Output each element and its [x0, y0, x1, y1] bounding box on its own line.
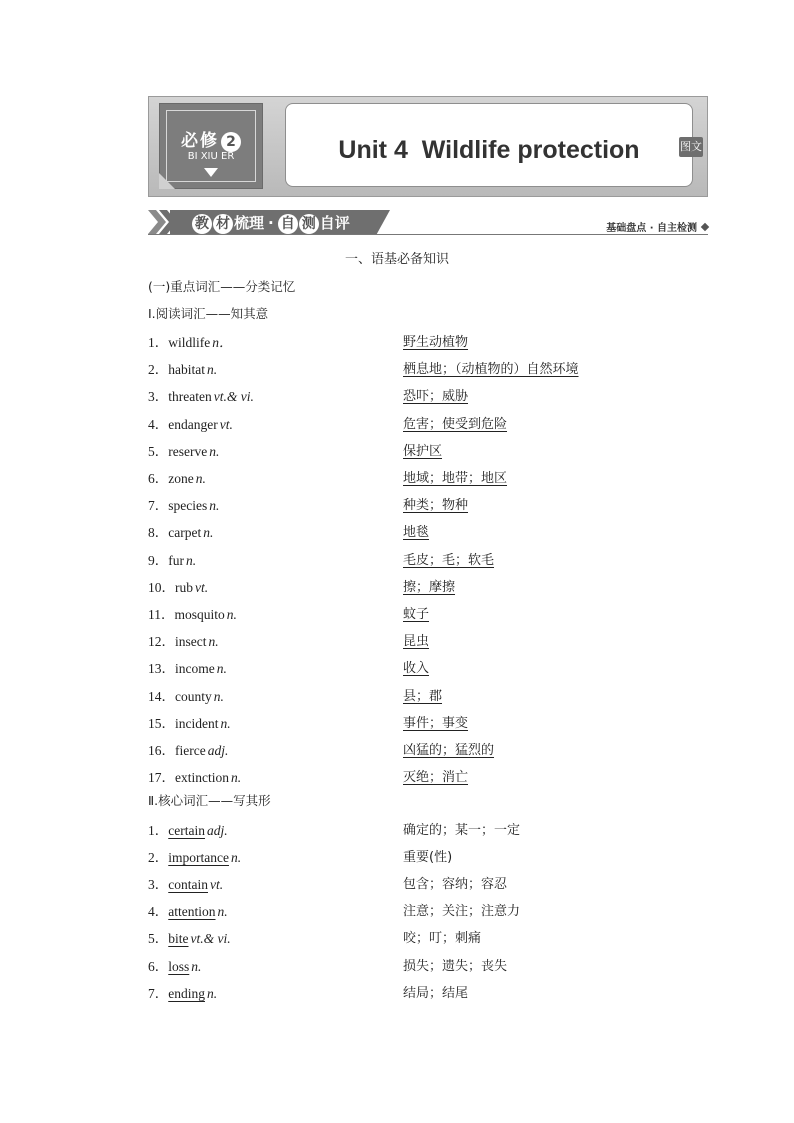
vocab-meaning: 重要(性): [403, 849, 453, 865]
section-bar: [148, 208, 708, 236]
vocab-entry: [148, 873, 223, 893]
unit-title-box: [285, 103, 693, 187]
vocab-word: certain: [168, 822, 205, 838]
vocab-number: 2．: [148, 362, 169, 378]
vocab-meaning: 擦；摩擦: [403, 579, 456, 595]
vocab-pos: vt.& vi.: [213, 389, 254, 405]
vocab-number: 16．: [148, 743, 175, 758]
vocab-number: 8．: [148, 525, 169, 541]
vocab-pos: n.: [226, 607, 237, 622]
vocab-pos: vt.& vi.: [190, 931, 231, 947]
vocab-word: fur: [168, 552, 184, 568]
vocab-word: zone: [168, 471, 194, 486]
vocab-number: 6．: [148, 958, 169, 974]
vocab-entry: [148, 331, 233, 351]
vocab-number: 1．: [148, 822, 169, 838]
vocab-meaning: 栖息地；（动植物的）自然环境: [403, 362, 579, 378]
vocab-entry: [148, 955, 201, 975]
unit-title: Unit 4 Wildlife protection: [338, 136, 640, 164]
vocab-meaning: 咬；叮；刺痛: [403, 931, 482, 947]
badge-title: 必修 2: [160, 126, 262, 152]
vocab-number: 17．: [148, 770, 175, 786]
vocab-number: 7．: [148, 985, 169, 1001]
page-fold-icon: [159, 173, 175, 189]
header-banner: [148, 96, 708, 197]
vocab-word: incident: [175, 715, 219, 731]
vocab-entry: [148, 712, 231, 732]
vocab-meaning: 地域；地带；地区: [403, 471, 508, 486]
vocab-word: threaten: [168, 389, 212, 405]
vocab-entry: [148, 657, 227, 677]
vocab-meaning: 毛皮；毛；软毛: [403, 552, 495, 568]
down-triangle-icon: [204, 168, 218, 177]
vocab-word: carpet: [168, 525, 202, 541]
vocab-meaning: 收入: [403, 661, 430, 677]
vocab-entry: [148, 494, 219, 514]
vocab-entry: [148, 766, 241, 786]
vocab-entry: [148, 358, 217, 378]
vocab-pos: adj.: [207, 743, 229, 758]
vocab-pos: n.: [191, 958, 202, 974]
section-divider: [148, 234, 708, 235]
badge-number: 2: [221, 132, 241, 152]
vocab-pos: n.: [208, 634, 219, 650]
vocab-number: 13．: [148, 661, 175, 677]
vocab-word: species: [168, 498, 208, 514]
vocab-entry: [148, 576, 208, 596]
vocab-pos: n.: [207, 985, 218, 1001]
vocab-meaning: 蚊子: [403, 607, 430, 622]
vocab-meaning: 结局；结尾: [403, 985, 469, 1001]
vocab-word: wildlife: [168, 335, 211, 350]
vocab-word: income: [175, 661, 215, 677]
vocab-entry: [148, 413, 233, 433]
vocab-meaning: 包含；容纳；容忍: [403, 877, 508, 892]
vocab-number: 5．: [148, 443, 169, 459]
part1-title: Ⅰ.阅读词汇——知其意: [148, 306, 269, 321]
vocab-pos: n.: [209, 443, 220, 459]
vocab-entry: [148, 739, 228, 759]
vocab-entry: [148, 900, 228, 920]
vocab-number: 4．: [148, 904, 169, 920]
vocab-word: reserve: [168, 443, 208, 459]
vocab-meaning: 灭绝；消亡: [403, 770, 469, 786]
vocab-pos: vt.: [210, 877, 224, 892]
vocab-pos: n.: [209, 498, 220, 514]
vocab-number: 15．: [148, 715, 175, 731]
vocab-entry: [148, 630, 219, 650]
section-title: 教 材 梳理 · 自 测 自评: [192, 212, 350, 234]
vocab-meaning: 地毯: [403, 525, 430, 541]
vocab-word: endanger: [168, 416, 218, 432]
vocab-number: 10．: [148, 579, 175, 595]
vocab-word: mosquito: [174, 607, 225, 622]
vocab-pos: n.: [213, 688, 224, 704]
vocab-meaning: 注意；关注；注意力: [403, 904, 521, 920]
vocab-number: 5．: [148, 931, 169, 947]
vocab-meaning: 危害；使受到危险: [403, 416, 508, 432]
vocab-pos: n.: [203, 525, 214, 541]
vocab-pos: n.: [220, 715, 231, 731]
vocab-number: 14．: [148, 688, 175, 704]
vocab-word: rub: [175, 579, 193, 595]
vocab-pos: n.: [195, 471, 206, 486]
vocab-pos: adj.: [206, 822, 228, 838]
vocab-meaning: 昆虫: [403, 634, 430, 650]
vocab-number: 2．: [148, 849, 169, 865]
vocab-meaning: 县；郡: [403, 688, 443, 704]
vocab-meaning: 野生动植物: [403, 335, 469, 350]
vocab-meaning: 确定的；某一；一定: [403, 822, 521, 838]
vocab-number: 11．: [148, 607, 175, 622]
vocab-pos: n.: [217, 904, 228, 920]
vocab-pos: n.: [230, 849, 242, 865]
vocab-word: insect: [175, 634, 207, 650]
vocab-meaning: 种类；物种: [403, 498, 469, 514]
subheading: (一)重点词汇——分类记忆: [148, 279, 296, 294]
vocab-number: 6．: [148, 471, 169, 486]
vocab-pos: vt.: [195, 579, 209, 595]
vocab-pos: n.: [216, 661, 227, 677]
vocab-entry: [148, 927, 231, 947]
vocab-word: attention: [168, 904, 216, 920]
section-subtitle: 基础盘点 · 自主检测: [606, 219, 708, 234]
vocab-number: 1．: [148, 335, 169, 350]
vocab-meaning: 凶猛的；猛烈的: [403, 743, 495, 758]
vocab-entry: [148, 385, 254, 405]
vocab-meaning: 损失；遗失；丧失: [403, 958, 508, 974]
vocab-pos: n．: [212, 335, 233, 350]
part2-title: Ⅱ.核心词汇——写其形: [148, 793, 271, 809]
vocab-entry: [148, 982, 217, 1002]
main-heading: 一、语基必备知识: [344, 252, 449, 267]
vocab-pos: n.: [231, 770, 242, 786]
vocab-word: fierce: [175, 743, 206, 758]
vocab-number: 3．: [148, 389, 169, 405]
vocab-word: bite: [168, 931, 189, 947]
vocab-number: 4．: [148, 416, 169, 432]
module-badge: [159, 103, 263, 189]
vocab-entry: [148, 846, 241, 866]
vocab-entry: [148, 819, 228, 839]
vocab-number: 9．: [148, 552, 169, 568]
vocab-entry: [148, 440, 219, 460]
vocab-entry: [148, 603, 237, 623]
vocab-word: habitat: [168, 362, 205, 378]
badge-pinyin: BI XIU ER: [187, 151, 235, 162]
vocab-word: county: [175, 688, 212, 704]
diamond-icon: [701, 223, 709, 231]
vocab-pos: n.: [207, 362, 218, 378]
vocab-word: extinction: [175, 770, 229, 786]
vocab-pos: vt.: [219, 416, 233, 432]
vocab-meaning: 恐吓；威胁: [403, 389, 469, 405]
vocab-word: ending: [168, 985, 205, 1001]
vocab-word: contain: [168, 877, 208, 892]
picture-text-icon: 图文: [679, 137, 703, 157]
vocab-word: importance: [168, 849, 229, 865]
vocab-number: 3．: [148, 877, 169, 892]
vocab-pos: n.: [186, 552, 197, 568]
vocab-entry: [148, 549, 196, 569]
vocab-number: 7．: [148, 498, 169, 514]
vocab-meaning: 事件；事变: [403, 715, 469, 731]
vocab-number: 12．: [148, 634, 175, 650]
vocab-entry: [148, 521, 213, 541]
vocab-word: loss: [168, 958, 190, 974]
vocab-meaning: 保护区: [403, 443, 443, 459]
vocab-entry: [148, 685, 224, 705]
vocab-entry: [148, 467, 206, 487]
